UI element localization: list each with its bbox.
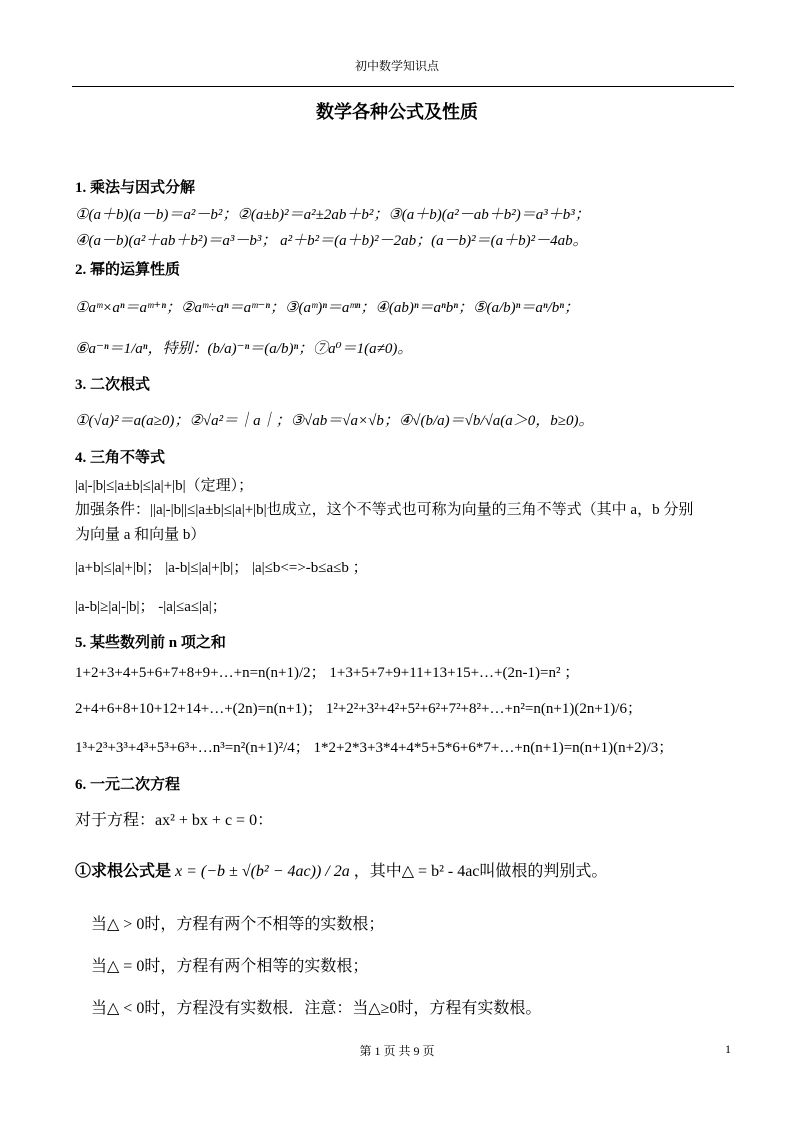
s1-line-1: ①(a＋b)(a－b)＝a²－b²；②(a±b)²＝a²±2ab＋b²；③(a＋b)(a²－ab＋b²)＝a³＋b³； (75, 207, 590, 223)
s2-line-1: ①aᵐ×aⁿ＝aᵐ⁺ⁿ；②aᵐ÷aⁿ＝aᵐ⁻ⁿ；③(aᵐ)ⁿ＝aᵐⁿ；④(ab)ⁿ＝aⁿbⁿ；⑤(a/b)ⁿ＝aⁿ/bⁿ； (75, 300, 579, 316)
s6-line-2 (75, 861, 607, 883)
s4-line-2: 加强条件：||a|-|b||≤|a±b|≤|a|+|b|也成立，这个不等式也可称为向量的三角不等式（其中 a，b 分别 (75, 502, 694, 518)
s4-line-4: |a+b|≤|a|+|b|； |a-b|≤|a|+|b|； |a|≤b<=>-b≤a≤b ； (75, 560, 368, 576)
s2-line-2: ⑥a⁻ⁿ＝1/aⁿ，特别：(b/a)⁻ⁿ＝(a/b)ⁿ；⑦a⁰＝1(a≠0)。 (75, 341, 413, 357)
discriminant-note: ，其中△ = b² - 4ac叫做根的判别式。 (353, 863, 608, 880)
page-header: 初中数学知识点 (354, 59, 439, 73)
header-rule (72, 86, 734, 87)
s4-line-5: |a-b|≥|a|-|b|； -|a|≤a≤|a|； (75, 599, 227, 615)
section-title-4: 4. 三角不等式 (75, 450, 166, 466)
document-title: 数学各种公式及性质 (316, 102, 478, 122)
s5-line-1: 1+2+3+4+5+6+7+8+9+…+n=n(n+1)/2； 1+3+5+7+9+11+13+15+…+(2n-1)=n² ； (75, 665, 580, 681)
s1-line-2: ④(a－b)(a²＋ab＋b²)＝a³－b³； a²＋b²＝(a＋b)²－2ab；(a－b)²＝(a＋b)²－4ab。 (75, 233, 588, 249)
page-number: 1 (725, 1042, 731, 1056)
s3-line-1: ①(√a)²＝a(a≥0)；②√a²＝｜a｜；③√ab＝√a×√b；④√(b/a)＝√b/√a(a＞0，b≥0)。 (75, 413, 594, 429)
s4-line-3: 为向量 a 和向量 b） (75, 527, 206, 543)
section-title-3: 3. 二次根式 (75, 377, 151, 393)
s6-line-4: 当△ = 0时，方程有两个相等的实数根； (91, 958, 369, 975)
section-title-5: 5. 某些数列前 n 项之和 (75, 635, 226, 651)
s5-line-3: 1³+2³+3³+4³+5³+6³+…n³=n²(n+1)²/4； 1*2+2*3+3*4+4*5+5*6+6*7+…+n(n+1)=n(n+1)(n+2)/3； (75, 740, 674, 756)
quadratic-formula-lead: ①求根公式是 (75, 863, 172, 880)
s6-line-1: 对于方程：ax² + bx + c = 0： (75, 812, 274, 829)
s6-line-5: 当△ < 0时，方程没有实数根．注意：当△≥0时，方程有实数根。 (91, 1000, 542, 1017)
s5-line-2: 2+4+6+8+10+12+14+…+(2n)=n(n+1)； 1²+2²+3²+4²+5²+6²+7²+8²+…+n²=n(n+1)(2n+1)/6； (75, 701, 642, 717)
section-title-2: 2. 幂的运算性质 (75, 262, 181, 278)
section-title-1: 1. 乘法与因式分解 (75, 180, 196, 196)
page-footer: 第 1 页 共 9 页 (359, 1044, 435, 1058)
section-title-6: 6. 一元二次方程 (75, 777, 181, 793)
s4-line-1: |a|-|b|≤|a±b|≤|a|+|b|（定理）； (75, 478, 254, 494)
quadratic-formula: x = (−b ± √(b² − 4ac)) / 2a (175, 863, 350, 880)
s6-line-3: 当△ > 0时，方程有两个不相等的实数根； (91, 916, 385, 933)
